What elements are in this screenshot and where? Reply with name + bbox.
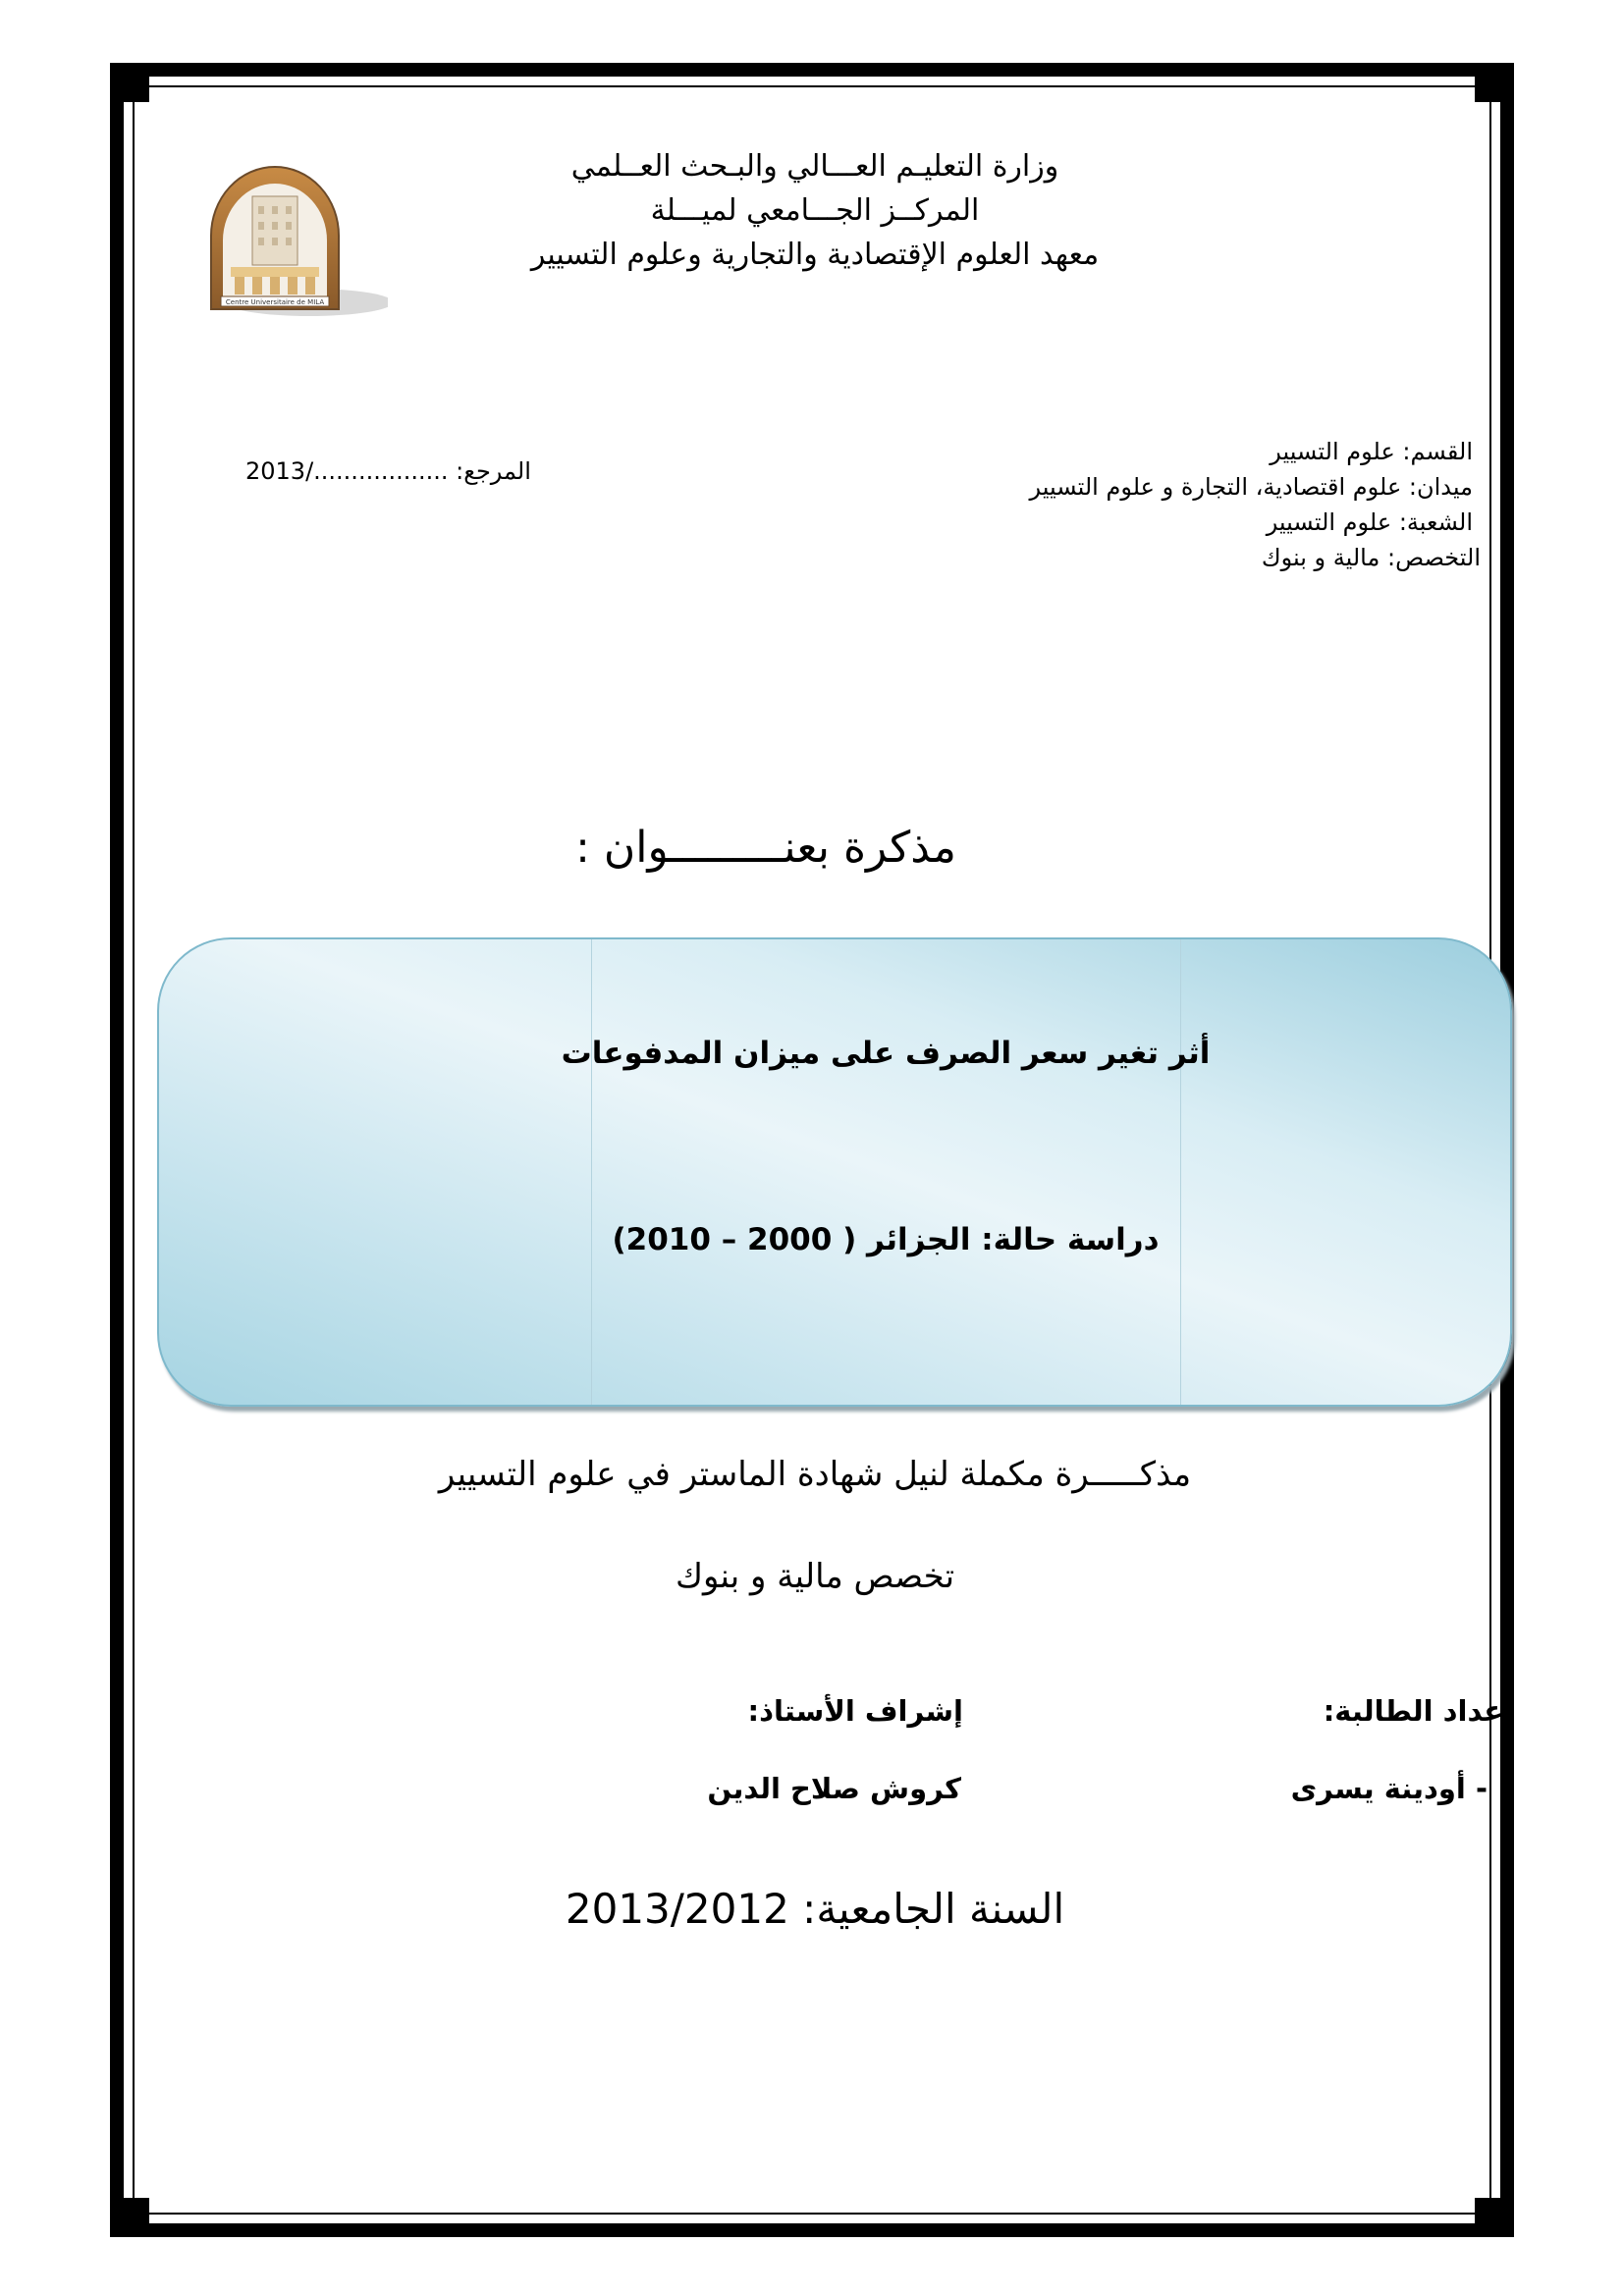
border-corner-bottom-left xyxy=(110,2198,149,2237)
degree-line: مذكـــــرة مكملة لنيل شهادة الماستر في علوم التسيير xyxy=(438,1455,1192,1494)
specialty-line: التخصص: مالية و بنوك xyxy=(1261,544,1481,571)
case-study-title: دراسة حالة: الجزائر ( 2000 – 2010) xyxy=(612,1222,1160,1257)
branch-line: الشعبة: علوم التسيير xyxy=(1266,508,1473,536)
thesis-title: أثر تغير سعر الصرف على ميزان المدفوعات xyxy=(561,1036,1211,1071)
institute-line: معهد العلوم الإقتصادية والتجارية وعلوم التسيير xyxy=(530,238,1100,272)
box-divider-2 xyxy=(1180,939,1181,1405)
reference-line: المرجع: ................../2013 xyxy=(245,457,531,485)
border-corner-top-left xyxy=(110,63,149,102)
memo-label: مذكرة بعنـــــــــوان : xyxy=(575,823,956,873)
student-label: إعداد الطالبة: xyxy=(1323,1694,1513,1728)
supervisor-label: إشراف الأستاذ: xyxy=(747,1694,963,1728)
university-logo xyxy=(201,157,388,324)
student-name: - أودينة يسرى xyxy=(1290,1772,1488,1805)
border-corner-bottom-right xyxy=(1475,2198,1514,2237)
ministry-line: وزارة التعليـم العـــالي والبـحث العــلمي xyxy=(570,149,1059,184)
field-line: ميدان: علوم اقتصادية، التجارة و علوم التسيير xyxy=(1029,473,1473,501)
box-divider-1 xyxy=(591,939,592,1405)
title-box xyxy=(157,937,1512,1407)
specialty-degree-line: تخصص مالية و بنوك xyxy=(675,1557,955,1596)
department-line: القسم: علوم التسيير xyxy=(1270,438,1473,465)
border-corner-top-right xyxy=(1475,63,1514,102)
center-line: المركــز الجـــامعي لميـــلة xyxy=(650,193,980,228)
supervisor-name: كروش صلاح الدين xyxy=(707,1772,961,1805)
logo-caption: Centre Universitaire de MILA xyxy=(225,298,325,306)
academic-year: السنة الجامعية: 2013/2012 xyxy=(565,1885,1065,1933)
